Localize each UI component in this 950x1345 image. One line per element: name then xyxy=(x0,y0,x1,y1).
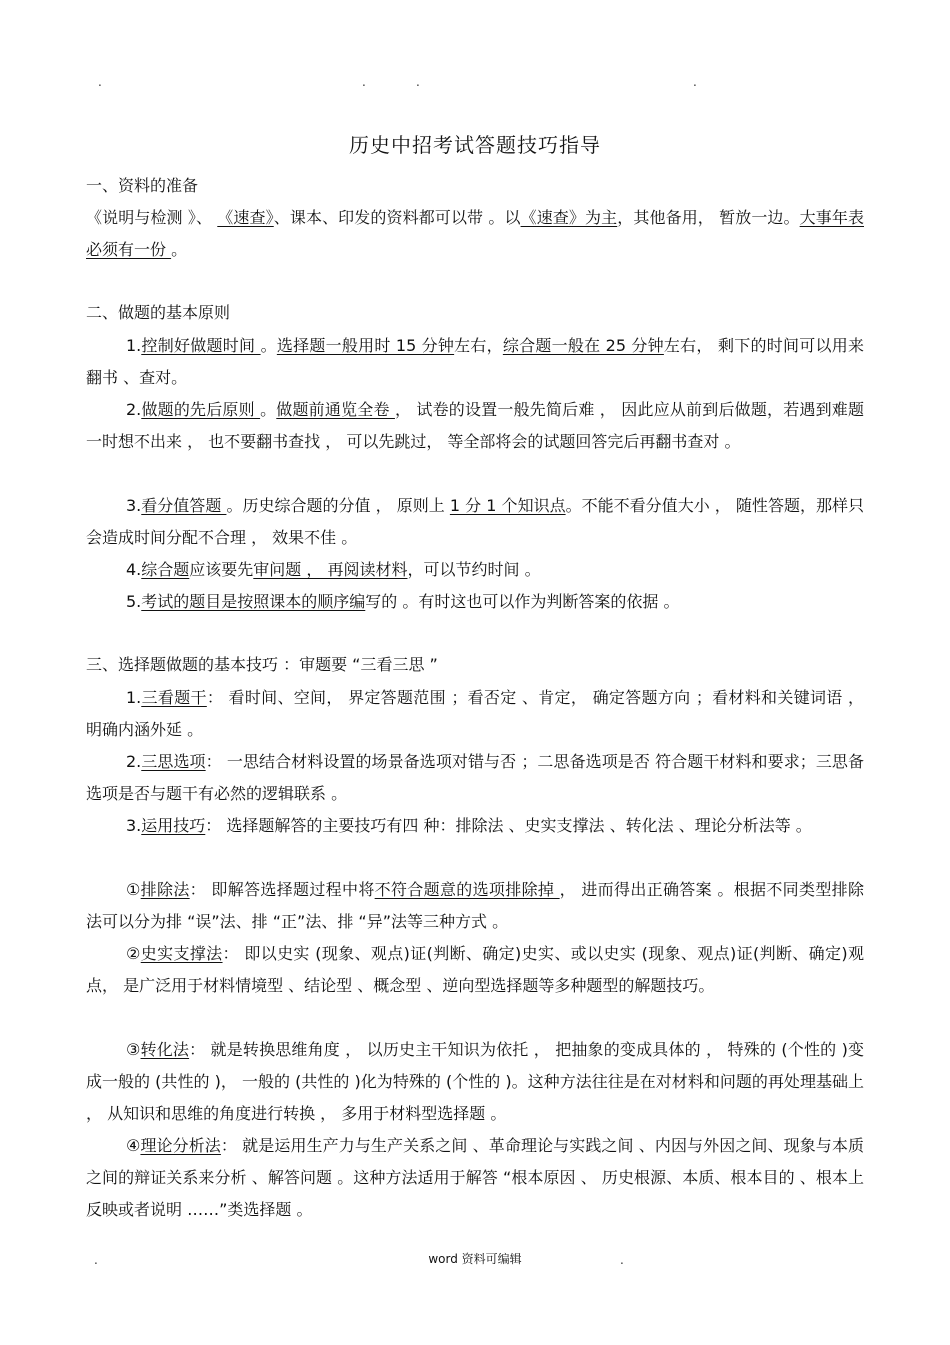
underlined-text: 排除法 xyxy=(140,880,190,899)
text: ： 看时间、空间， 界定答题范围 ；看否定 、肯定， 确定答题方向 ；看材料和关键词语 ， 明确内涵外延 。 xyxy=(86,688,864,739)
underlined-text: 1 分 1 个知识点 xyxy=(449,496,566,515)
text: 、课本、印发的资料都可以带 。以 xyxy=(273,208,521,227)
underlined-text: 大事年表必须有一份 xyxy=(86,208,864,259)
underlined-text: 做题前通览全卷 xyxy=(276,400,395,419)
underlined-text: 《速查》为主 xyxy=(520,208,618,227)
underlined-text: 三看题干 xyxy=(141,688,207,707)
footer-dot: . xyxy=(620,1253,624,1267)
footer-text: word 资料可编辑 xyxy=(428,1252,522,1266)
header-dot: . xyxy=(693,75,697,89)
paragraph xyxy=(86,330,864,394)
text: 2. xyxy=(126,752,142,771)
underlined-text: 做题的先后原则 xyxy=(141,400,261,419)
text: ： 即以史实 (现象、观点)证(判断、确定)史实、或以史实 (现象、观点)证(判断、确定)观点， 是广泛用于材料情境型 、结论型 、概念型 、逆向型选择题等多种题型的解题技巧。 xyxy=(86,944,864,995)
header-dot: . xyxy=(362,75,366,89)
text: 《说明与检测 》、 xyxy=(86,208,218,227)
text: ② xyxy=(126,944,141,963)
text: ： 即解答选择题过程中将 xyxy=(189,880,375,899)
text: 。 xyxy=(171,240,188,259)
section-heading: 一、资料的准备 xyxy=(86,176,199,195)
text: ③ xyxy=(126,1040,141,1059)
header-dot: . xyxy=(416,75,420,89)
underlined-text: 考试的题目是按照课本的顺序编 xyxy=(141,592,366,611)
paragraph xyxy=(86,202,864,266)
underlined-text: 理论分析法 xyxy=(140,1136,221,1155)
footer-dot: . xyxy=(94,1253,98,1267)
underlined-text: 综合题 xyxy=(141,560,190,579)
section-heading: 二、做题的基本原则 xyxy=(86,303,231,322)
underlined-text: 运用技巧 xyxy=(141,816,206,835)
text: 1. xyxy=(126,688,142,707)
underlined-text: 转化法 xyxy=(140,1040,190,1059)
paragraph xyxy=(86,1130,864,1226)
text: 5. xyxy=(126,592,142,611)
document-title: 历史中招考试答题技巧指导 xyxy=(349,133,601,157)
text: ： 就是运用生产力与生产关系之间 、革命理论与实践之间 、内因与外因之间、现象与本质之间的辩证关系来分析 、解答问题 。这种方法适用于解答 “根本原因 、 历史根源、本质、根本目的 、根本上反映或者说明 ……”类选择题 。 xyxy=(86,1136,864,1219)
text: 左右， xyxy=(454,336,503,355)
text: ， 试卷的设置一般先简后难 ， 因此应从前到后做题，若遇到难题一时想不出来 ， 也不要翻书查找 ， 可以先跳过， 等全部将会的试题回答完后再翻书查对 。 xyxy=(86,400,864,451)
text: 3. xyxy=(126,816,142,835)
paragraph xyxy=(86,682,864,746)
underlined-text: 综合题一般在 25 分钟 xyxy=(502,336,664,355)
paragraph xyxy=(86,1034,864,1130)
paragraph xyxy=(86,810,864,842)
underlined-text: 不符合题意的选项排除掉 xyxy=(374,880,560,899)
paragraph xyxy=(86,554,864,586)
text: 。不能不看分值大小 ， 随性答题，那样只会造成时间分配不合理 ， 效果不佳 。 xyxy=(86,496,864,547)
text: ： 就是转换思维角度 ， 以历史主干知识为依托 ， 把抽象的变成具体的 ， 特殊的 (个性的 )变 成一般的 (共性的 )， 一般的 (共性的 )化为特殊的 (个性的 )。这种方法往往是在对材料和问题的再处理基础上 ， 从知识和思维的角度进行转换 ， 多用于材料型选择题 。 xyxy=(86,1040,864,1123)
paragraph xyxy=(86,394,864,458)
text: 应该要先 xyxy=(189,560,254,579)
text: 。历史综合题的分值 ， 原则上 xyxy=(226,496,450,515)
text: ： 选择题解答的主要技巧有四 种：排除法 、史实支撑法 、转化法 、理论分析法等 。 xyxy=(205,816,812,835)
text: 。 xyxy=(260,400,277,419)
text: 2. xyxy=(126,400,142,419)
underlined-text: 史实支撑法 xyxy=(140,944,223,963)
text: 1. xyxy=(126,336,142,355)
paragraph xyxy=(86,490,864,554)
underlined-text: 控制好做题时间 xyxy=(141,336,261,355)
underlined-text: 三思选项 xyxy=(141,752,206,771)
paragraph xyxy=(86,746,864,810)
header-dot: . xyxy=(98,75,102,89)
underlined-text: 《速查》 xyxy=(217,208,274,227)
text: ： 一思结合材料设置的场景备选项对错与否 ；二思备选项是否 符合题干材料和要求；三思备选项是否与题干有必然的逻辑联系 。 xyxy=(86,752,864,803)
text: 。 xyxy=(260,336,277,355)
text: ④ xyxy=(126,1136,141,1155)
text: ， 进而得出正确答案 。根据不同类型排除法可以分为排 “误”法、排 “正”法、排 “异”法等三种方式 。 xyxy=(86,880,864,931)
text: ，其他备用， 暂放一边。 xyxy=(617,208,800,227)
paragraph xyxy=(86,586,864,618)
text: ① xyxy=(126,880,141,899)
text: ，可以节约时间 。 xyxy=(407,560,541,579)
underlined-text: 看分值答题 xyxy=(141,496,227,515)
paragraph xyxy=(86,874,864,938)
paragraph xyxy=(86,938,864,1002)
underlined-text: 审问题 ， 再阅读材料 xyxy=(253,560,408,579)
text: 左右， 剩下的时间可以用来翻书 、查对。 xyxy=(86,336,864,387)
text: 3. xyxy=(126,496,142,515)
text: 4. xyxy=(126,560,142,579)
underlined-text: 选择题一般用时 15 分钟 xyxy=(276,336,455,355)
section-heading: 三、选择题做题的基本技巧 ：审题要 “三看三思 ” xyxy=(86,655,438,674)
text: 写的 。有时这也可以作为判断答案的依据 。 xyxy=(365,592,680,611)
